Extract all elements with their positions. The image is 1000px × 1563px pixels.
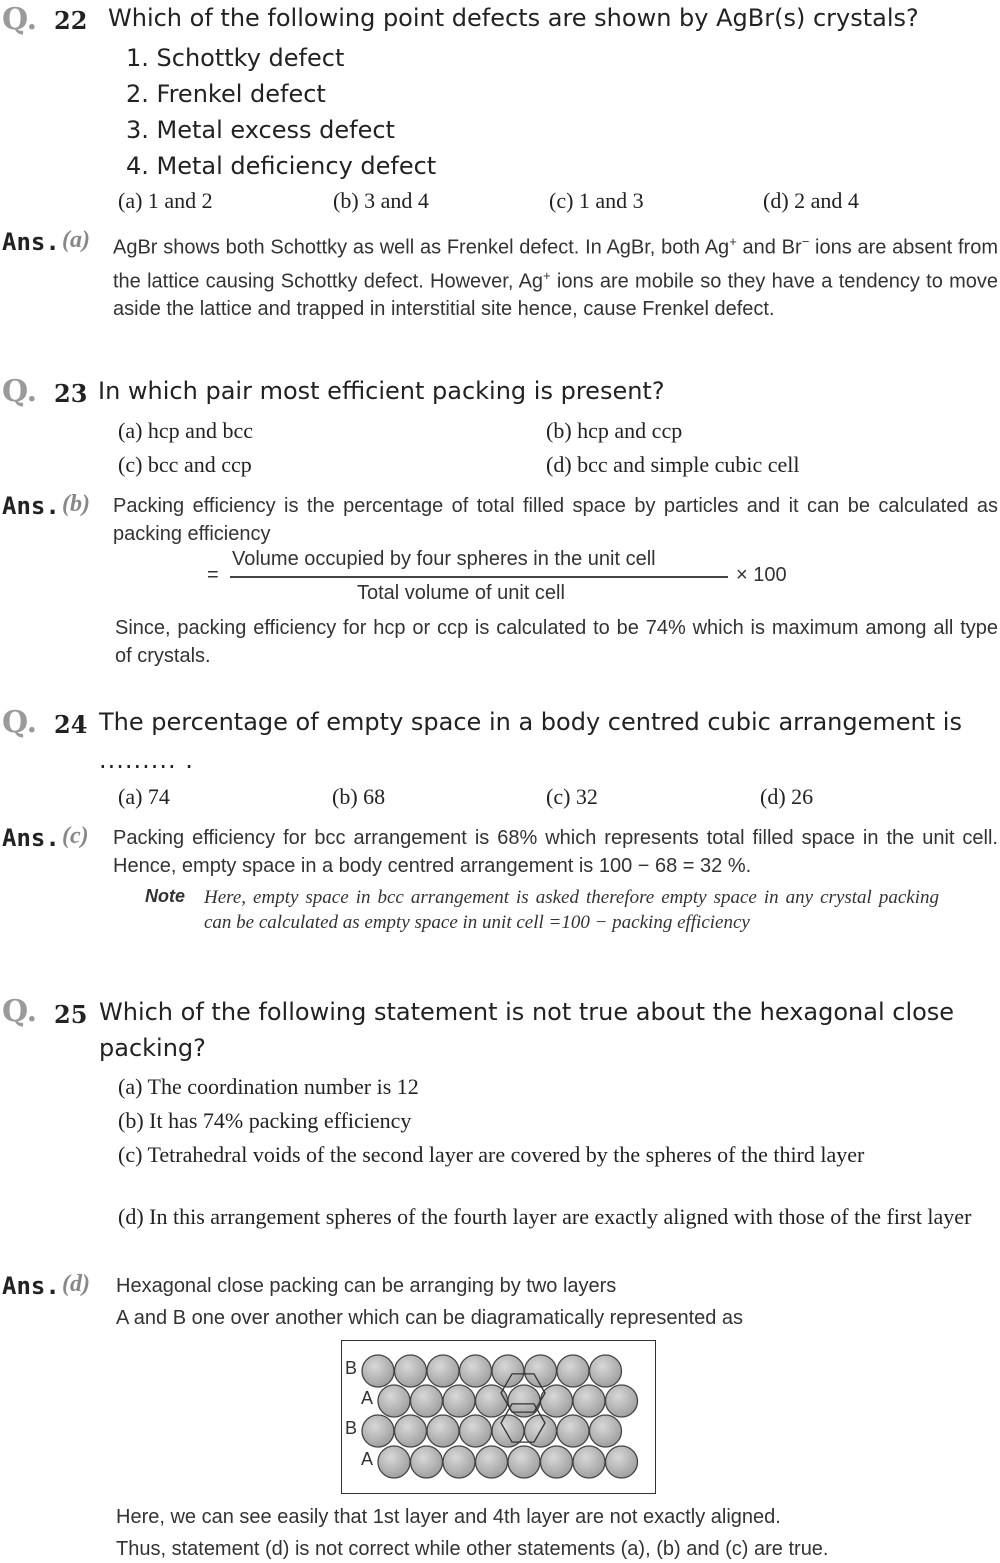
answer-explanation: AgBr shows both Schottky as well as Frenkel defect. In AgBr, both Ag+ and Br− ions are absent from the lattice causing Schottky defect. However, Ag+ ions are mobile so they have a tendency to move aside the lattice and trapped in interstitial site hence, cause Frenkel defect. [113,234,998,321]
question-label: Q. [2,2,38,37]
sphere [606,1385,638,1417]
sphere [427,1355,459,1387]
answer-explanation: Packing efficiency is the percentage of total filled space by particles and it can be calculated as packing efficiency [113,495,998,545]
answer-conclusion: Since, packing efficiency for hcp or ccp is calculated to be 74% which is maximum among all type of crystals. [115,617,998,667]
answer-key: (d) [62,1271,90,1297]
equation-multiplier: × 100 [736,564,787,586]
sphere [378,1385,410,1417]
question-number: 25 [54,1000,88,1029]
question-text: Which of the following point defects are shown by AgBr(s) crystals? [108,4,919,32]
question-text: In which pair most efficient packing is present? [98,377,665,405]
sphere [443,1446,475,1478]
hcp-spheres-svg [342,1341,654,1492]
sphere [395,1355,427,1387]
layer-label: B [345,1418,358,1438]
sphere [541,1385,573,1417]
equation-denominator: Total volume of unit cell [357,582,565,604]
answer-key: (b) [62,491,90,517]
answer-label: Ans. [2,228,60,256]
option-d: (d) 2 and 4 [763,188,859,213]
hcp-layer-diagram [341,1340,656,1494]
question-text-cont: packing? [99,1034,206,1062]
sphere [557,1415,589,1447]
equation-equals: = [207,564,219,586]
fraction-bar [230,576,728,578]
question-number: 24 [54,710,88,739]
sphere [492,1355,524,1387]
answer-explanation-cont: A and B one over another which can be diagramatically represented as [116,1307,744,1329]
question-text: The percentage of empty space in a body centred cubic arrangement is [99,708,962,736]
answer-explanation: Hexagonal close packing can be arranging by two layers [116,1275,617,1297]
list-item: 2. Frenkel defect [126,80,326,108]
sphere [411,1385,443,1417]
sphere [395,1415,427,1447]
answer-conclusion: Thus, statement (d) is not correct while other statements (a), (b) and (c) are true. [116,1538,829,1560]
sphere [573,1385,605,1417]
sphere [476,1446,508,1478]
sphere [541,1446,573,1478]
sphere [443,1385,475,1417]
sphere [460,1415,492,1447]
option-b: (b) 68 [332,784,386,809]
option-d: (d) In this arrangement spheres of the fourth layer are exactly aligned with those of the first layer [118,1204,972,1229]
sphere [557,1355,589,1387]
layer-label: A [361,1388,374,1408]
answer-key: (a) [62,227,90,253]
question-blank: ......... . [99,746,194,774]
layer-label: B [345,1358,358,1378]
answer-label: Ans. [2,1272,60,1300]
sphere [590,1355,622,1387]
sphere [362,1355,394,1387]
note-text: Here, empty space in bcc arrangement is asked therefore empty space in any crystal packing can be calculated as empty space in unit cell =100 − packing efficiency [204,887,939,933]
note-label: Note [145,886,185,906]
option-c: (c) Tetrahedral voids of the second layer are covered by the spheres of the third layer [118,1142,865,1167]
question-text: Which of the following statement is not true about the hexagonal close [99,998,955,1026]
list-item: 1. Schottky defect [126,44,345,72]
option-b: (b) hcp and ccp [546,418,683,443]
list-item: 3. Metal excess defect [126,116,395,144]
equation-numerator: Volume occupied by four spheres in the unit cell [232,548,656,570]
option-a: (a) hcp and bcc [118,418,253,443]
sphere [378,1446,410,1478]
question-number: 23 [54,379,88,408]
option-c: (c) 1 and 3 [549,188,644,213]
sphere [590,1415,622,1447]
answer-label: Ans. [2,492,60,520]
option-d: (d) bcc and simple cubic cell [546,452,800,477]
answer-conclusion: Here, we can see easily that 1st layer and 4th layer are not exactly aligned. [116,1506,781,1528]
answer-key: (c) [62,823,89,849]
sphere [460,1355,492,1387]
option-b: (b) 3 and 4 [333,188,429,213]
sphere [362,1415,394,1447]
sphere [606,1446,638,1478]
answer-label: Ans. [2,824,60,852]
sphere [573,1446,605,1478]
option-c: (c) bcc and ccp [118,452,252,477]
layer-label: A [361,1449,374,1469]
option-a: (a) 1 and 2 [118,188,213,213]
list-item: 4. Metal deficiency defect [126,152,437,180]
option-a: (a) 74 [118,784,170,809]
question-label: Q. [2,705,38,740]
question-number: 22 [54,6,88,35]
sphere [411,1446,443,1478]
option-a: (a) The coordination number is 12 [118,1074,419,1099]
sphere [508,1446,540,1478]
option-b: (b) It has 74% packing efficiency [118,1108,412,1133]
option-d: (d) 26 [760,784,814,809]
option-c: (c) 32 [546,784,598,809]
answer-explanation: Packing efficiency for bcc arrangement is 68% which represents total filled space in the unit cell. Hence, empty space in a body centred arrangement is 100 − 68 = 32 %. [113,827,998,877]
question-label: Q. [2,374,38,409]
question-label: Q. [2,994,38,1029]
sphere [427,1415,459,1447]
sphere [525,1355,557,1387]
